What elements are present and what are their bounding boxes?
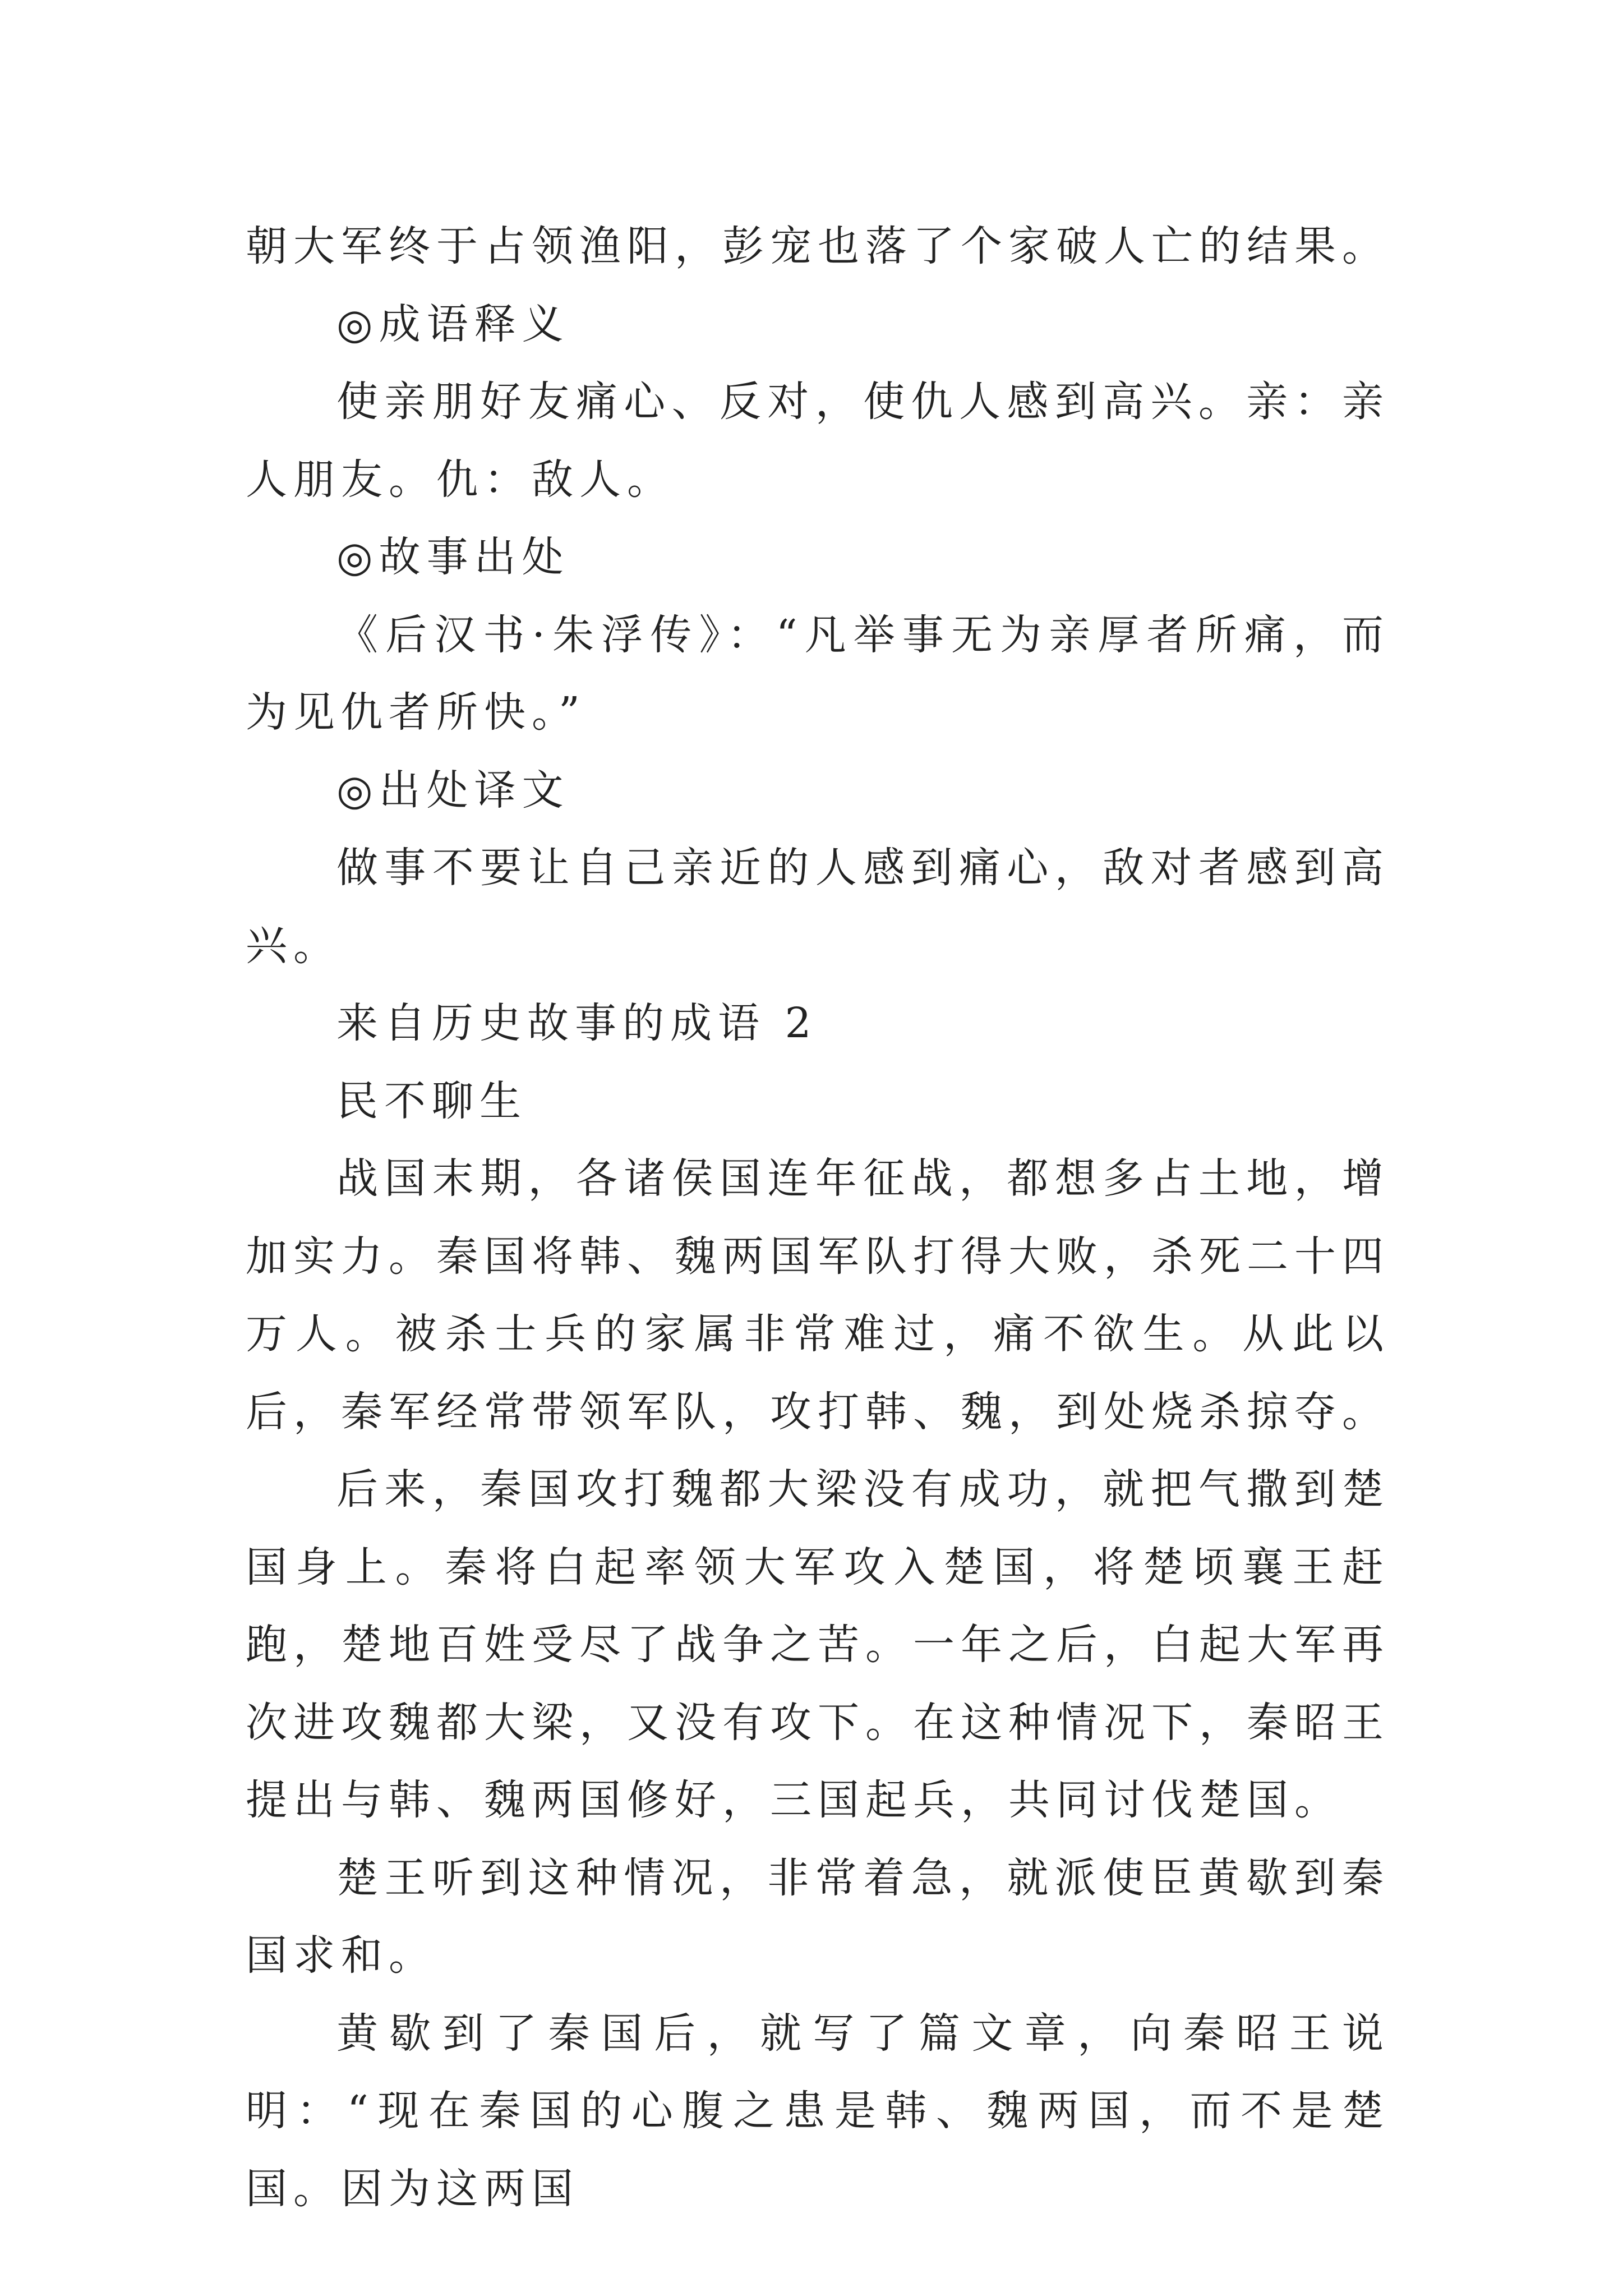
section-heading-story-source: ◎故事出处	[336, 533, 570, 581]
paragraph-idiom-meaning: 使亲朋好友痛心、反对，使仇人感到高兴。亲：亲人朋友。仇：敌人。	[246, 378, 1390, 504]
story-paragraph-4: 黄歇到了秦国后，就写了篇文章，向秦昭王说明：“现在秦国的心腹之患是韩、魏两国，而不是楚国。因为这两国	[246, 2009, 1390, 2213]
story-paragraph-1: 战国末期，各诸侯国连年征战，都想多占土地，增加实力。秦国将韩、魏两国军队打得大败，杀死二十四万人。被杀士兵的家属非常难过，痛不欲生。从此以后，秦军经常带领军队，攻打韩、魏，到处烧杀掠夺。	[246, 1154, 1390, 1436]
section-title-idioms-2: 来自历史故事的成语 2	[336, 999, 818, 1047]
section-heading-source-translation: ◎出处译文	[336, 766, 570, 815]
idiom-title: 民不聊生	[336, 1076, 527, 1125]
paragraph-continuation: 朝大军终于占领渔阳，彭宠也落了个家破人亡的结果。	[246, 222, 1390, 270]
story-paragraph-3: 楚王听到这种情况，非常着急，就派使臣黄歇到秦国求和。	[246, 1853, 1390, 1980]
section-heading-idiom-meaning: ◎成语释义	[336, 300, 570, 348]
document-page	[246, 208, 1390, 2228]
paragraph-source-translation: 做事不要让自己亲近的人感到痛心，敌对者感到高兴。	[246, 844, 1390, 970]
story-paragraph-2: 后来，秦国攻打魏都大梁没有成功，就把气撒到楚国身上。秦将白起率领大军攻入楚国，将楚顷襄王赶跑，楚地百姓受尽了战争之苦。一年之后，白起大军再次进攻魏都大梁，又没有攻下。在这种情况下，秦昭王提出与韩、魏两国修好，三国起兵，共同讨伐楚国。	[246, 1465, 1390, 1824]
paragraph-story-source: 《后汉书·朱浮传》：“凡举事无为亲厚者所痛，而为见仇者所快。”	[246, 610, 1390, 737]
